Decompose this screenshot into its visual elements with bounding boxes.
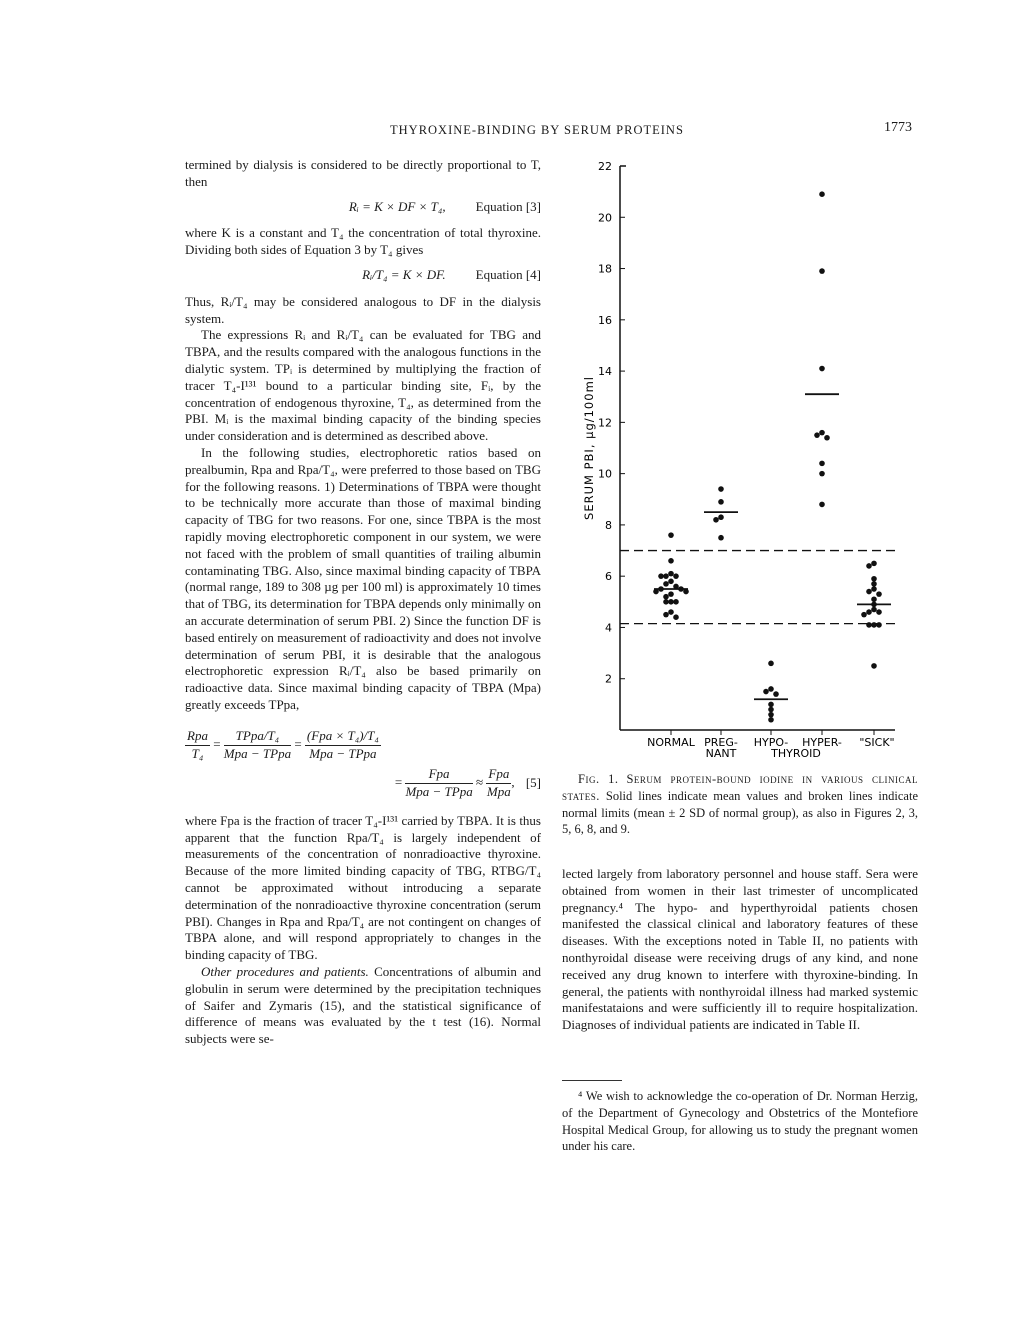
data-point [668, 579, 674, 585]
equation-text: Rᵢ = K × DF × T₄, [348, 198, 446, 214]
data-point [876, 609, 882, 615]
data-point [673, 599, 679, 605]
data-point [768, 702, 774, 708]
footnote-rule [562, 1080, 622, 1081]
data-point [819, 430, 825, 436]
y-tick-label: 4 [605, 621, 612, 635]
data-point [663, 581, 669, 587]
right-column [562, 866, 918, 1034]
y-tick-label: 20 [598, 211, 612, 225]
eq-term: Rpa [185, 728, 210, 746]
y-tick-label: 18 [598, 262, 612, 276]
data-point [871, 561, 877, 567]
data-point [819, 366, 825, 372]
eq-term: Mpa − TPpa [223, 745, 292, 761]
x-category-label: THYROID [771, 747, 821, 760]
data-point [658, 573, 664, 579]
y-tick-label: 14 [598, 365, 612, 379]
data-point [871, 581, 877, 587]
data-point [668, 532, 674, 538]
eq-term: Fpa [486, 766, 511, 784]
data-point [768, 707, 774, 713]
data-point [773, 691, 779, 697]
paragraph: The expressions Rᵢ and Rᵢ/T₄ can be evaluated for TBG and TBPA, and the results compared with the analogous functions in the dialytic system. TPᵢ is determined by multiplying the fraction of tracer T₄-I¹³¹ bound to a particular binding site, Fᵢ, by the concentration of endogenous thyroxine, T₄, as determined from the PBI. Mᵢ is the maximal binding capacity of the binding species under consideration and is determined as described above. [185, 327, 541, 444]
data-point [668, 558, 674, 564]
data-point [871, 596, 877, 602]
data-point [866, 563, 872, 569]
data-point [871, 576, 877, 582]
data-point [768, 712, 774, 718]
data-point [819, 191, 825, 197]
paragraph: In the following studies, electrophoretic ratios based on prealbumin, Rpa and Rpa/T₄, were preferred to those based on TBG for the following reasons. 1) Determinations of TBPA were thought to be technically more accurate than those of maximal binding capacity of TBG for two reasons. For one, since TBPA is the most rapidly moving electrophoretic component in our system, we were not faced with the problem of small quantities of trailing albumin contaminating TBG. Also, since maximal binding capacity of TBPA (normal range, 189 to 308 µg per 100 ml) is approximately 10 times that of TBG, its determination for TBPA depends only minimally on an accurate determination of serum PBI. 2) Since the function DF is based entirely on measurement of radioactivity and does not involve determination of serum PBI, it is desirable that the analogous electrophoretic expression Rᵢ/T₄ also be based primarily on radioactive data. Since maximal binding capacity of TBPA (Mpa) greatly exceeds TPpa, [185, 444, 541, 712]
y-tick-label: 12 [598, 416, 612, 430]
data-point [861, 612, 867, 618]
y-tick-label: 22 [598, 160, 612, 173]
data-point [718, 535, 724, 541]
data-point [768, 686, 774, 692]
data-point [718, 486, 724, 492]
data-point [768, 661, 774, 667]
data-point [663, 599, 669, 605]
data-point [819, 268, 825, 274]
running-title: THYROXINE-BINDING BY SERUM PROTEINS [390, 123, 684, 137]
y-tick-label: 6 [605, 570, 612, 584]
data-point [824, 435, 830, 441]
paragraph [185, 964, 541, 1048]
paragraph: where K is a constant and T₄ the concentration of total thyroxine. Dividing both sides of Equation 3 by T₄ gives [185, 225, 541, 258]
data-point [673, 573, 679, 579]
data-point [668, 571, 674, 577]
data-point [871, 663, 877, 669]
x-category-label: NORMAL [647, 736, 695, 749]
x-category-label: "SICK" [859, 736, 895, 749]
y-tick-label: 16 [598, 313, 612, 327]
data-point [668, 609, 674, 615]
data-point [663, 573, 669, 579]
equation-5: $\frac{\text{Rpa}}{\text{T₄}}$ = $\frac{\text{TPpa/T₄}}{\text{Mpa − TPpa}}$ = $\frac{\text{(Fpa × T₄)/T₄}}{\text{Mpa − TPpa}}$ = $\frac{\text{Fpa}}{\text{Mpa − TPpa}}$ ≈ $\frac{\text{Fpa}}{\text{Mpa}}$, [5] [187, 727, 541, 800]
data-point [876, 591, 882, 597]
data-point [663, 594, 669, 600]
data-point [876, 622, 882, 628]
data-point [668, 591, 674, 597]
data-point [871, 586, 877, 592]
page-number: 1773 [884, 120, 912, 135]
footnote [562, 1088, 918, 1155]
y-tick-label: 2 [605, 672, 612, 686]
data-point [768, 717, 774, 723]
data-point [668, 599, 674, 605]
subheading: Other procedures and patients. [201, 964, 369, 980]
eq-term: Mpa − TPpa [309, 745, 377, 761]
equation-label: [5] [525, 774, 541, 790]
y-tick-label: 8 [605, 518, 612, 532]
paragraph: Thus, Rᵢ/T₄ may be considered analogous to DF in the dialysis system. [185, 293, 541, 326]
x-category-label: HYPER- [802, 736, 842, 749]
data-point [718, 499, 724, 505]
data-point [819, 471, 825, 477]
paragraph: lected largely from laboratory personnel and house staff. Sera were obtained from women in their last trimester of uncomplicated pregnancy.⁴ The hypo- and hyperthyroidal patients chosen manifested the classical clinical and laboratory features of these diseases. With the exceptions noted in Table II, no patients with nonthyroidal disease were receiving drugs of any kind, and none received any drug known to interfere with thyroxine-binding. In general, the patients with nonthyroidal illness had marked systemic manifestataions and were sufficiently ill to require hospitalization. Diagnoses of individual patients are indicated in Table II. [562, 866, 918, 1033]
eq-term: T₄ [191, 745, 204, 761]
eq-term: Mpa − TPpa [405, 784, 473, 800]
equation-label: Equation [4] [475, 266, 541, 282]
data-point [814, 432, 820, 438]
paragraph: where Fpa is the fraction of tracer T₄-I¹³¹ carried by TBPA. It is thus apparent that the function Rpa/T₄ is largely independent of measurements of the concentration of nonradioactive thyroxine. Because of the more limited binding capacity of TBG, RTBG/T₄ cannot be approximated without introducing a separate determination of the nonradioactive thyroxine concentration (serum PBI). Changes in Rpa and Rpa/T₄ are not contingent on changes of TBPA alone, and will respond appropriately to changes in the binding capacity of TBG. [185, 812, 541, 963]
data-point [673, 614, 679, 620]
data-point [819, 502, 825, 508]
footnote-text: ⁴ We wish to acknowledge the co-operation of Dr. Norman Herzig, of the Department of Gynecology and Obstetrics of the Montefiore Hospital Medical Group, for allowing us to study the pregnant women under his care. [562, 1089, 918, 1154]
data-point [663, 612, 669, 618]
equation-text: Rᵢ/T₄ = K × DF. [362, 266, 446, 282]
eq-term: Mpa [486, 784, 511, 800]
eq-term: (Fpa × T₄)/T₄ [305, 728, 381, 746]
data-point [871, 607, 877, 613]
caption-label: Fig. 1. [578, 772, 619, 786]
x-category-label: NANT [705, 747, 737, 760]
eq-term: Fpa [405, 766, 472, 784]
data-point [866, 622, 872, 628]
caption-text: Solid lines indicate mean values and broken lines indicate normal limits (mean ± 2 SD of normal group), as also in Figures 2, 3, 5, 6, 8, and 9. [562, 788, 918, 837]
y-axis-label: SERUM PBI, µg/100ml [582, 376, 596, 520]
y-tick-label: 10 [598, 467, 612, 481]
figure-caption [562, 771, 918, 838]
x-category-label: PREG- [704, 736, 738, 749]
data-point [866, 589, 872, 595]
eq-term: TPpa/T₄ [224, 728, 291, 746]
paragraph-text: Concentrations of albumin and globulin in serum were determined by the precipitation techniques of Saifer and Zymaris (15), and the statistical significance of difference of means was evaluated by the t test (16). Normal subjects were se- [185, 964, 541, 1047]
equation-label: Equation [3] [475, 198, 541, 214]
data-point [718, 514, 724, 520]
data-point [763, 689, 769, 695]
data-point [866, 609, 872, 615]
caption-title: Serum protein-bound iodine in various clinical states. [562, 772, 918, 803]
paragraph: termined by dialysis is considered to be directly proportional to T, then [185, 157, 541, 189]
data-point [819, 461, 825, 467]
data-point [871, 622, 877, 628]
x-category-label: HYPO- [753, 736, 789, 749]
data-point [713, 517, 719, 523]
